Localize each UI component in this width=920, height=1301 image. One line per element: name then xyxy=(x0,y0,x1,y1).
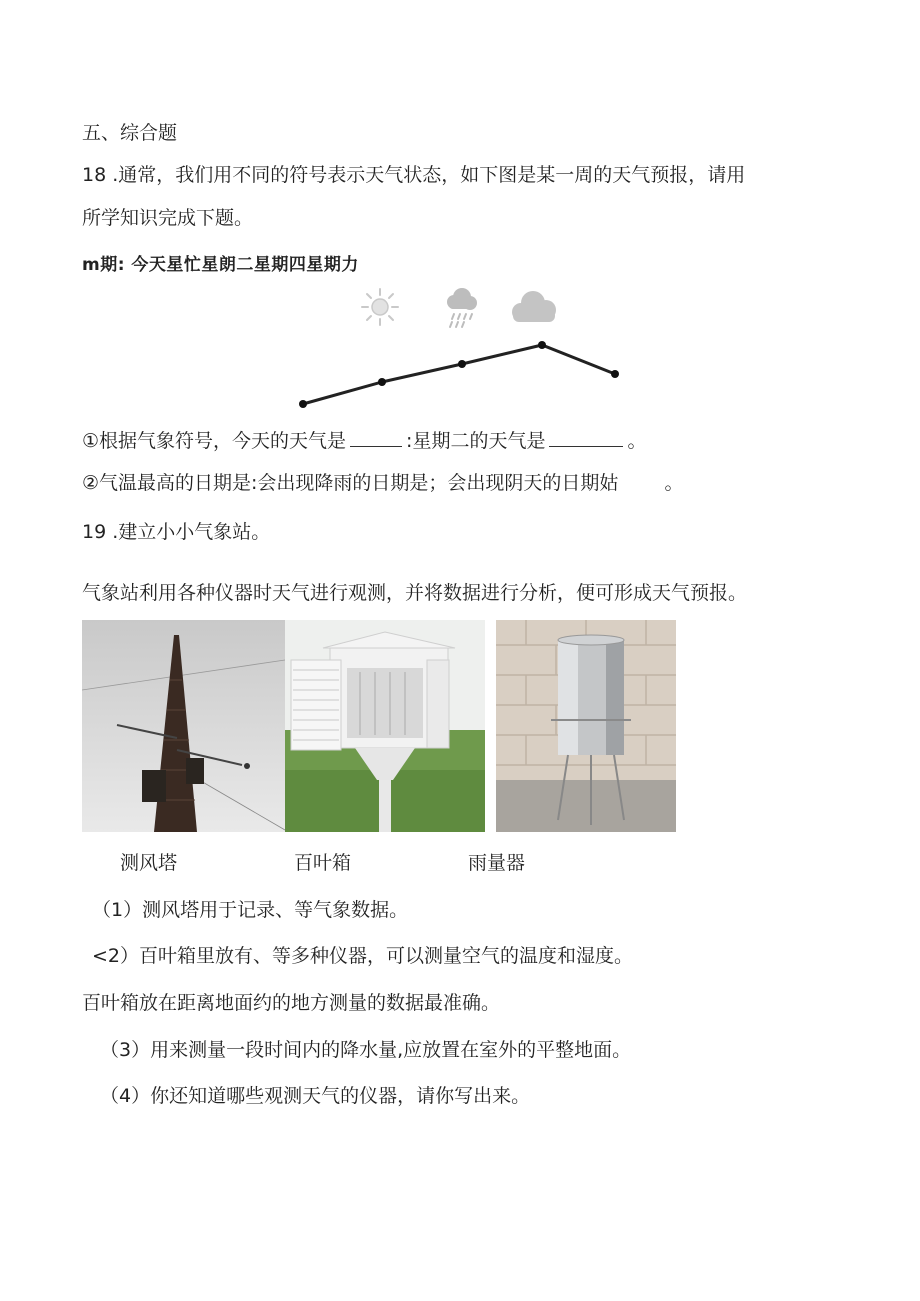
q18-sub1 xyxy=(82,426,646,453)
caption-louver-box: 百叶箱 xyxy=(294,852,352,874)
wind-tower-photo xyxy=(82,620,285,832)
caption-rain-gauge: 雨量器 xyxy=(468,852,526,874)
cloud-icon xyxy=(507,288,561,328)
answer-blank-today[interactable] xyxy=(350,445,402,447)
q18-sub1-part-b: :星期二的天气是 xyxy=(406,430,546,452)
q18-sub2-end: 。 xyxy=(664,472,684,494)
answer-blank-tuesday[interactable] xyxy=(549,445,623,447)
q18-line-1: 18 .通常，我们用不同的符号表示天气状态，如下图是某一周的天气预报，请用 xyxy=(82,164,746,186)
q19-item-1: （1）测风塔用于记录、等气象数据。 xyxy=(92,899,409,921)
temp-point xyxy=(538,341,546,349)
temp-point xyxy=(458,360,466,368)
sun-icon xyxy=(355,285,405,331)
temperature-line-chart xyxy=(290,335,630,415)
q19-title: 19 .建立小小气象站。 xyxy=(82,521,271,543)
temp-point xyxy=(299,400,307,408)
days-header: m期: 今天星忙星朗二星期四星期力 xyxy=(82,255,359,275)
q19-item-3: （3）用来测量一段时间内的降水量,应放置在室外的平整地面。 xyxy=(100,1039,632,1061)
section-title: 五、综合题 xyxy=(82,122,178,144)
q19-item-2: <2）百叶箱里放有、等多种仪器，可以测量空气的温度和湿度。 xyxy=(92,945,634,967)
temp-point xyxy=(378,378,386,386)
q18-sub1-part-a: ①根据气象符号，今天的天气是 xyxy=(82,430,347,452)
caption-wind-tower: 测风塔 xyxy=(120,852,178,874)
louver-box-photo xyxy=(285,620,485,832)
q18-line-2: 所学知识完成下题。 xyxy=(82,207,254,229)
rain-gauge-photo xyxy=(496,620,676,832)
q19-intro: 气象站利用各种仪器时天气进行观测，并将数据进行分析，便可形成天气预报。 xyxy=(82,582,748,604)
q19-item-4: （4）你还知道哪些观测天气的仪器，请你写出来。 xyxy=(100,1085,531,1107)
q18-sub2-text: ②气温最高的日期是:会出现降雨的日期是；会出现阴天的日期姑 xyxy=(82,472,619,494)
q19-item-2-cont: 百叶箱放在距离地面约的地方测量的数据最准确。 xyxy=(82,992,501,1014)
q18-sub2 xyxy=(82,468,683,495)
rain-cloud-icon xyxy=(440,286,482,332)
temp-point xyxy=(611,370,619,378)
q18-sub1-end: 。 xyxy=(627,430,647,452)
